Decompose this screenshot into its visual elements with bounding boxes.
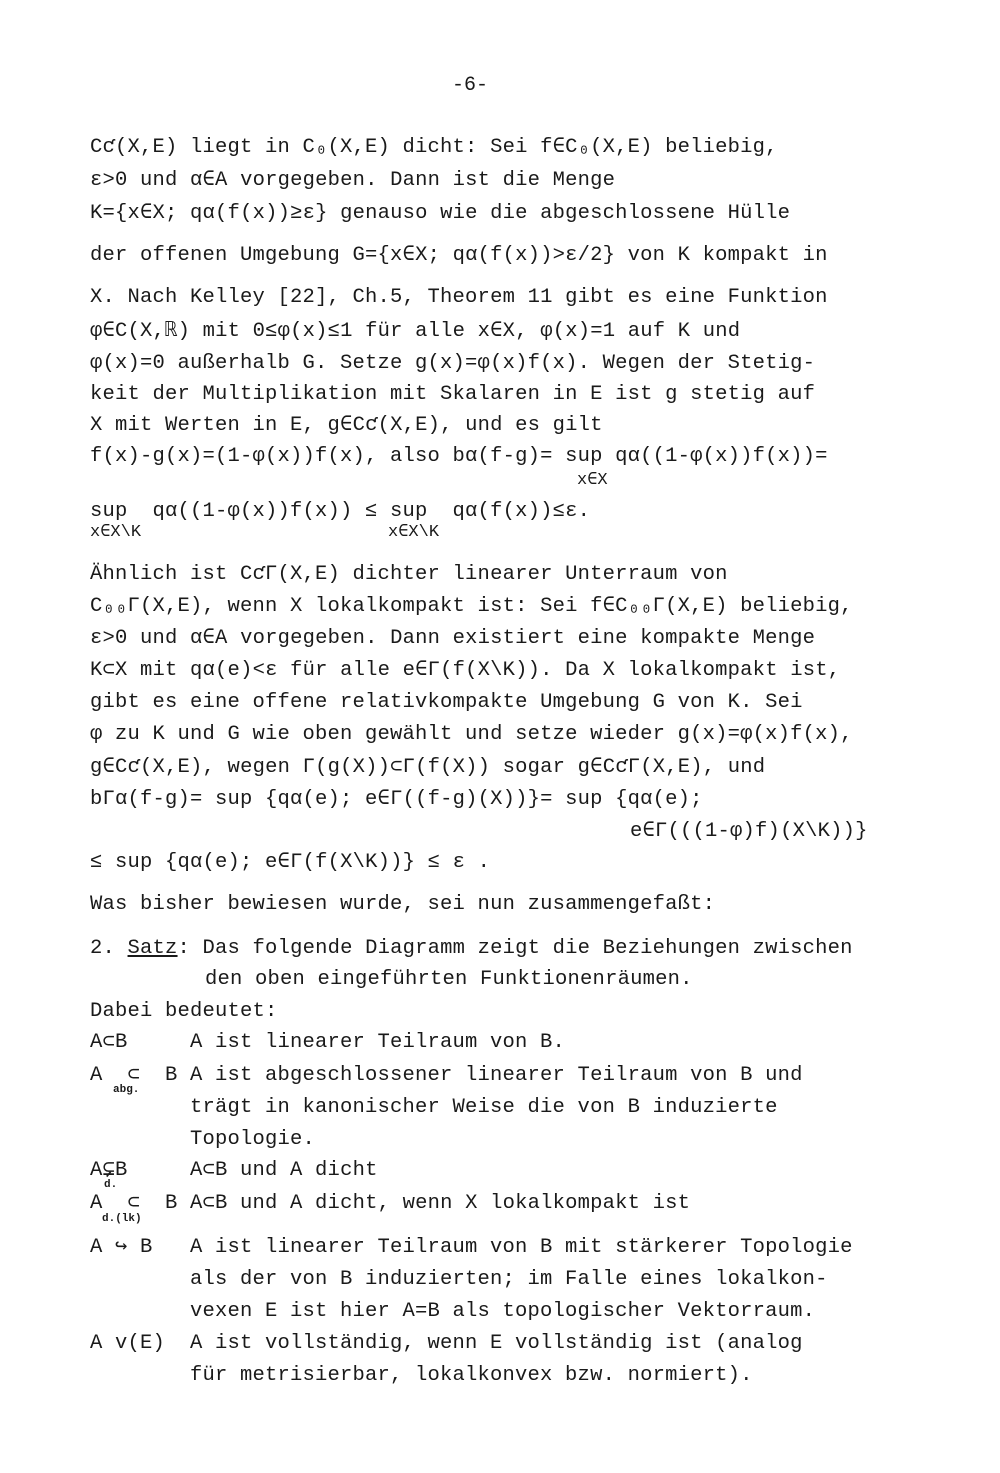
legend-symbol-dense-lk: A ⊂ B [90, 1192, 178, 1215]
legend-text-closed-3: Topologie. [190, 1128, 316, 1151]
p2-line-1: Ähnlich ist CƈΓ(X,E) dichter linearer Unterraum von [90, 563, 728, 586]
legend-sub-dense-lk: d.(lk) [102, 1213, 142, 1225]
p1-line-2: ε>0 und α∈A vorgegeben. Dann ist die Menge [90, 169, 616, 192]
legend-text-embedding-2: als der von B induzierten; im Falle eines lokalkon- [190, 1268, 828, 1291]
p1-line-3: K={x∈X; qα(f(x))≥ε} genauso wie die abgeschlossene Hülle [90, 202, 791, 225]
p1-line-6: φ∈C(X,ℝ) mit 0≤φ(x)≤1 für alle x∈X, φ(x)=1 auf K und [90, 320, 741, 343]
satz-label: Satz [127, 937, 178, 960]
p2-line-8: bΓα(f-g)= sup {qα(e); e∈Γ((f-g)(X))}= sup {qα(e); [90, 788, 703, 811]
legend-text-embedding-3: vexen E ist hier A=B als topologischer Vektorraum. [190, 1300, 816, 1323]
legend-symbol-closed: A ⊂ B [90, 1064, 178, 1087]
p2-line-10: ≤ sup {qα(e); e∈Γ(f(X\K))} ≤ ε . [90, 851, 491, 874]
satz-line-1: : Das folgende Diagramm zeigt die Beziehungen zwischen [177, 937, 853, 960]
p2-line-4: K⊂X mit qα(e)<ε für alle e∈Γ(f(X\K)). Da X lokalkompakt ist, [90, 659, 841, 682]
p1-sub-sup-2: x∈X\K [90, 523, 142, 542]
p2-line-2: C₀₀Γ(X,E), wenn X lokalkompakt ist: Sei f∈C₀₀Γ(X,E) beliebig, [90, 595, 853, 618]
p1-line-1: Cƈ(X,E) liegt in C₀(X,E) dicht: Sei f∈C₀(X,E) beliebig, [90, 136, 778, 159]
p2-line-7: g∈Cƈ(X,E), wegen Γ(g(X))⊂Γ(f(X)) sogar g∈CƈΓ(X,E), und [90, 756, 766, 779]
legend-symbol-subset: A⊂B [90, 1031, 128, 1054]
legend-text-complete-2: für metrisierbar, lokalkonvex bzw. normiert). [190, 1364, 753, 1387]
legend-sub-closed: abg. [113, 1084, 140, 1096]
p2-line-6: φ zu K und G wie oben gewählt und setze wieder g(x)=φ(x)f(x), [90, 723, 853, 746]
dabei-line: Dabei bedeutet: [90, 1000, 278, 1023]
legend-text-closed-1: A ist abgeschlossener linearer Teilraum von B und [190, 1064, 803, 1087]
p1-line-9: X mit Werten in E, g∈Cƈ(X,E), und es gilt [90, 414, 603, 437]
legend-sub-dense: d. [104, 1179, 118, 1191]
p1-sub-sup-3: x∈X\K [388, 523, 440, 542]
p1-line-8: keit der Multiplikation mit Skalaren in E ist g stetig auf [90, 383, 816, 406]
legend-text-complete-1: A ist vollständig, wenn E vollständig ist (analog [190, 1332, 803, 1355]
legend-symbol-embedding: A ↪ B [90, 1236, 153, 1259]
legend-text-embedding-1: A ist linearer Teilraum von B mit stärkerer Topologie [190, 1236, 853, 1259]
p1-line-7: φ(x)=0 außerhalb G. Setze g(x)=φ(x)f(x). Wegen der Stetig- [90, 352, 816, 375]
satz-line-2: den oben eingeführten Funktionenräumen. [205, 968, 693, 991]
p2-line-9: e∈Γ(((1-φ)f)(X\K))} [630, 820, 868, 843]
p1-line-4: der offenen Umgebung G={x∈X; qα(f(x))>ε/2} von K kompakt in [90, 244, 828, 267]
legend-symbol-complete: A v(E) [90, 1332, 166, 1355]
page-number: -6- [452, 74, 489, 97]
p1-sub-sup-1: x∈X [577, 471, 608, 490]
legend-text-closed-2: trägt in kanonischer Weise die von B induzierte [190, 1096, 778, 1119]
p2-line-5: gibt es eine offene relativkompakte Umgebung G von K. Sei [90, 691, 803, 714]
legend-text-dense-lk: A⊂B und A dicht, wenn X lokalkompakt ist [190, 1192, 691, 1215]
legend-text-subset: A ist linearer Teilraum von B. [190, 1031, 566, 1054]
legend-symbol-dense: A⊊B [90, 1159, 128, 1182]
p1-line-5: X. Nach Kelley [22], Ch.5, Theorem 11 gibt es eine Funktion [90, 286, 828, 309]
p2-line-3: ε>0 und α∈A vorgegeben. Dann existiert eine kompakte Menge [90, 627, 816, 650]
legend-text-dense: A⊂B und A dicht [190, 1159, 378, 1182]
satz-number: 2. [90, 937, 116, 960]
satz-heading [90, 937, 853, 961]
p1-line-10: f(x)-g(x)=(1-φ(x))f(x), also bα(f-g)= sup qα((1-φ(x))f(x))= [90, 445, 828, 468]
summary-line: Was bisher bewiesen wurde, sei nun zusammengefaßt: [90, 893, 716, 916]
p1-line-11: sup qα((1-φ(x))f(x)) ≤ sup qα(f(x))≤ε. [90, 500, 591, 523]
